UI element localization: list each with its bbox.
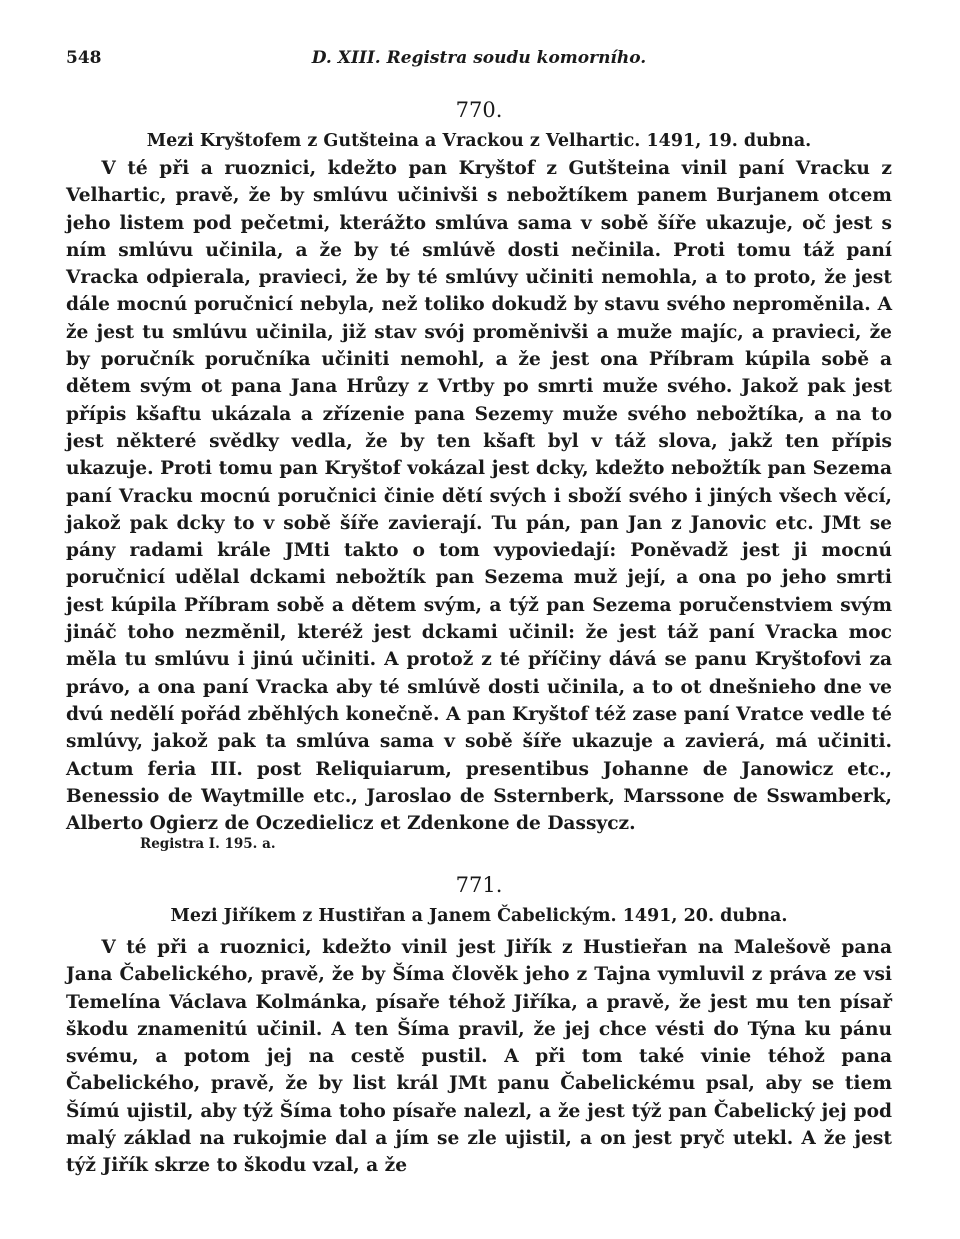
entry-text: V té při a ruoznici, kdežto vinil jest Jiřík z Hustieřan na Malešově pana Jana Čabelického, pravě, že by Šíma člověk jeho z Tajna vymluvil z práva ze vsi Temelína Václava Kolmánka, písaře téhož Jiříka, a pravě, že jest mu ten písař škodu znamenitú učinil. A ten Šíma pravil, že jej chce vésti do Týna ku pánu svému, a potom jej na cestě pustil. A při tom také vinie téhož pana Čabelického, pravě, že by list král JMt panu Čabelickému psal, aby se tiem Šímú ujistil, aby týž Šíma toho písaře nalezl, a že jest týž pan Čabelický jej pod malý základ na rukojmie dal a jím se zle ujistil, a on jest pryč utekl. A že jest týž Jiřík skrze to škodu vzal, a že <box>66 937 892 1177</box>
entry-number: 771. <box>455 873 503 897</box>
entry-number: 770. <box>455 98 503 122</box>
running-title: D. XIII. Registra soudu komorního. <box>311 48 647 68</box>
source-note: Registra I. 195. a. <box>140 836 276 852</box>
running-head <box>66 48 892 72</box>
entry-text: V té při a ruoznici, kdežto pan Kryštof z Gutšteina vinil paní Vracku z Velhartic, pravě, že by smlúvu učinivši s nebožtíkem panem Burjanem otcem jeho listem pod pečetmi, kterážto smlúva sama v sobě šíře ukazuje, oč jest s ním smlúvu učinila, a že by té smlúvě dosti nečinila. Proti tomu táž paní Vracka odpierala, pravieci, že by té smlúvy učiniti nemohla, a to proto, že jest dále mocnú poručnicí nebyla, než toliko dokudž by stavu svého neproměnila. A že jest tu smlúvu učinila, již stav svój proměnivši a muže majíc, a pravieci, že by poručník poručníka učiniti nemohl, a že jest ona Příbram kúpila sobě a dětem svým ot pana Jana Hrůzy z Vrtby po smrti muže svého. Jakož pak jest přípis kšaftu ukázala a zřízenie pana Sezemy muže svého nebožtíka, a na to jest některé svědky vedla, že by ten kšaft byl v táž slova, jakž ten přípis ukazuje. Proti tomu pan Kryštof vokázal jest dcky, kdežto nebožtík pan Sezema paní Vracku mocnú poručnici činie dětí svých i sboží svého i jiných všech věcí, jakož pak dcky to v sobě šíře zavierají. Tu pán, pan Jan z Janovic etc. JMt se pány radami krále JMti takto o tom vypoviedají: Poněvadž jest ji mocnú poručnicí udělal dckami nebožtík pan Sezema muž její, a ona po jeho smrti jest kúpila Příbram sobě a dětem svým, a týž pan Sezema poručenstviem svým jináč toho nezměnil, kteréž jest dckami učinil: že jest táž paní Vracka moc měla tu smlúvu i jinú učiniti. A protož z té příčiny dává se panu Kryštofovi za právo, a ona paní Vracka aby té smlúvě dosti učinila, a to ot dnešnieho dne ve dvú nedělí pořád zběhlých konečně. A pan Kryštof též zase paní Vratce vedle té smlúvy, jakož pak ta smlúva sama v sobě šíře ukazuje a zavierá, má učiniti. Actum feria III. post Reliquiarum, presentibus Johanne de Janowicz etc., Benessio de Waytmille etc., Jaroslao de Ssternberk, Marssone de Sswamberk, Alberto Ogierz de Oczedielicz et Zdenkone de Dassycz. <box>66 158 892 835</box>
page-number: 548 <box>66 48 102 68</box>
entry-heading: Mezi Jiříkem z Hustiřan a Janem Čabelickým. 1491, 20. dubna. <box>170 906 788 926</box>
entry-heading: Mezi Kryštofem z Gutšteina a Vrackou z Velhartic. 1491, 19. dubna. <box>146 131 812 151</box>
